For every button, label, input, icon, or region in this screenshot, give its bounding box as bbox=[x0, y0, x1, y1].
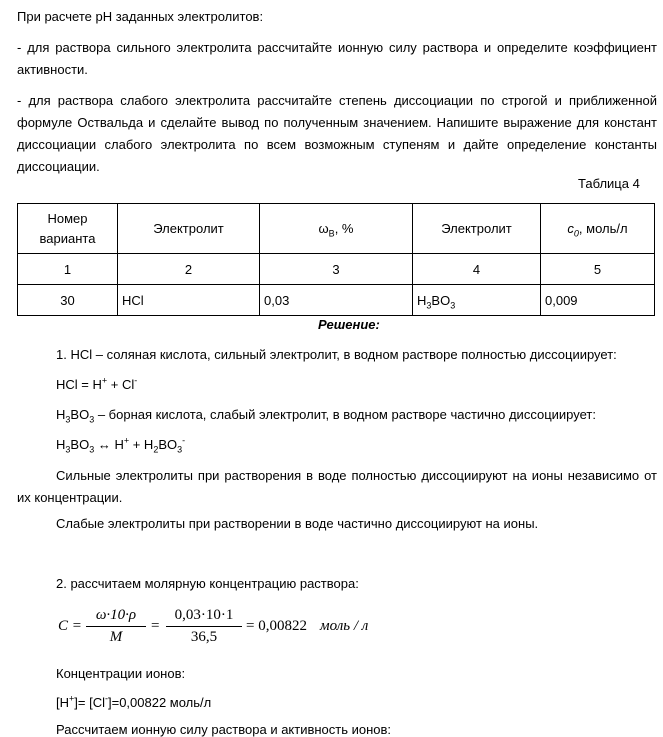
header-c0: $c_0$, моль/л bbox=[541, 204, 655, 254]
cell-omega: 0,03 bbox=[260, 285, 413, 316]
col-number-4: 4 bbox=[413, 254, 541, 285]
solution-heading: Решение: bbox=[318, 317, 380, 332]
formula-fraction-1 bbox=[86, 607, 146, 646]
strong-electrolyte-note: Сильные электролиты при растворения в воде полностью диссоциируют на ионы независимо от их концентрации. bbox=[17, 468, 657, 505]
formula-fraction-2 bbox=[166, 607, 242, 646]
weak-electrolyte-note: Слабые электролиты при растворении в воде частично диссоциируют на ионы. bbox=[56, 516, 539, 531]
header-electrolyte-1: Электролит bbox=[118, 204, 260, 254]
header-electrolyte-2: Электролит bbox=[413, 204, 541, 254]
data-table bbox=[17, 203, 655, 316]
formula-denominator-1: M bbox=[109, 629, 123, 645]
equation-h3bo3: $H_3BO_3$ ↔ $H^+ + H_2BO_3^-$ bbox=[56, 435, 186, 455]
task-strong: - для раствора сильного электролита рассчитайте ионную силу раствора и определите коэффициент активности. bbox=[17, 40, 657, 77]
next-step-text: Рассчитаем ионную силу раствора и активность ионов: bbox=[56, 722, 392, 737]
col-number-3: 3 bbox=[260, 254, 413, 285]
formula-denominator-2: 36,5 bbox=[190, 629, 218, 645]
table-row bbox=[18, 285, 655, 316]
step-1b: $H_3BO_3$ – борная кислота, слабый электролит, в водном растворе частично диссоциирует: bbox=[56, 407, 596, 425]
formula-equals: = bbox=[151, 618, 160, 634]
task-weak: - для раствора слабого электролита рассчитайте степень диссоциации по строгой и приближенной формуле Оствальда и сделайте вывод по полученным значением. Напишите выражение для констант диссоциации слабого электролита по всем возможным ступеням и дайте определение константы диссоциации. bbox=[17, 93, 657, 174]
table-caption: Таблица 4 bbox=[578, 176, 640, 191]
equation-hcl: HCl = H+ + Cl- bbox=[56, 375, 138, 392]
intro-text: При расчете pH заданных электролитов: bbox=[17, 9, 264, 24]
ion-concentration-label: Концентрации ионов: bbox=[56, 666, 186, 681]
table-header-row bbox=[18, 204, 655, 254]
step-1: 1. HCl – соляная кислота, сильный электролит, в водном растворе полностью диссоциирует: bbox=[56, 347, 617, 362]
formula-unit: моль / л bbox=[320, 618, 369, 634]
formula-numerator-1: ω·10·ρ bbox=[95, 607, 137, 623]
cell-c0: 0,009 bbox=[541, 285, 655, 316]
header-omega: $\omega_B$, % bbox=[260, 204, 413, 254]
formula-lhs: C = bbox=[58, 618, 82, 634]
table-number-row bbox=[18, 254, 655, 285]
step-2: 2. рассчитаем молярную концентрацию раствора: bbox=[56, 576, 359, 591]
formula-numerator-2: 0,03·10·1 bbox=[174, 607, 234, 623]
col-number-2: 2 bbox=[118, 254, 260, 285]
cell-electrolyte-1: HCl bbox=[118, 285, 260, 316]
formula-result: = 0,00822 bbox=[246, 618, 307, 634]
col-number-1: 1 bbox=[18, 254, 118, 285]
col-number-5: 5 bbox=[541, 254, 655, 285]
cell-electrolyte-2: $H_3BO_3$ bbox=[413, 285, 541, 316]
cell-variant: 30 bbox=[18, 285, 118, 316]
header-variant: Номер варианта bbox=[18, 204, 118, 254]
ion-concentration-values: [H+]= [Cl-]=0,00822 моль/л bbox=[56, 693, 212, 710]
